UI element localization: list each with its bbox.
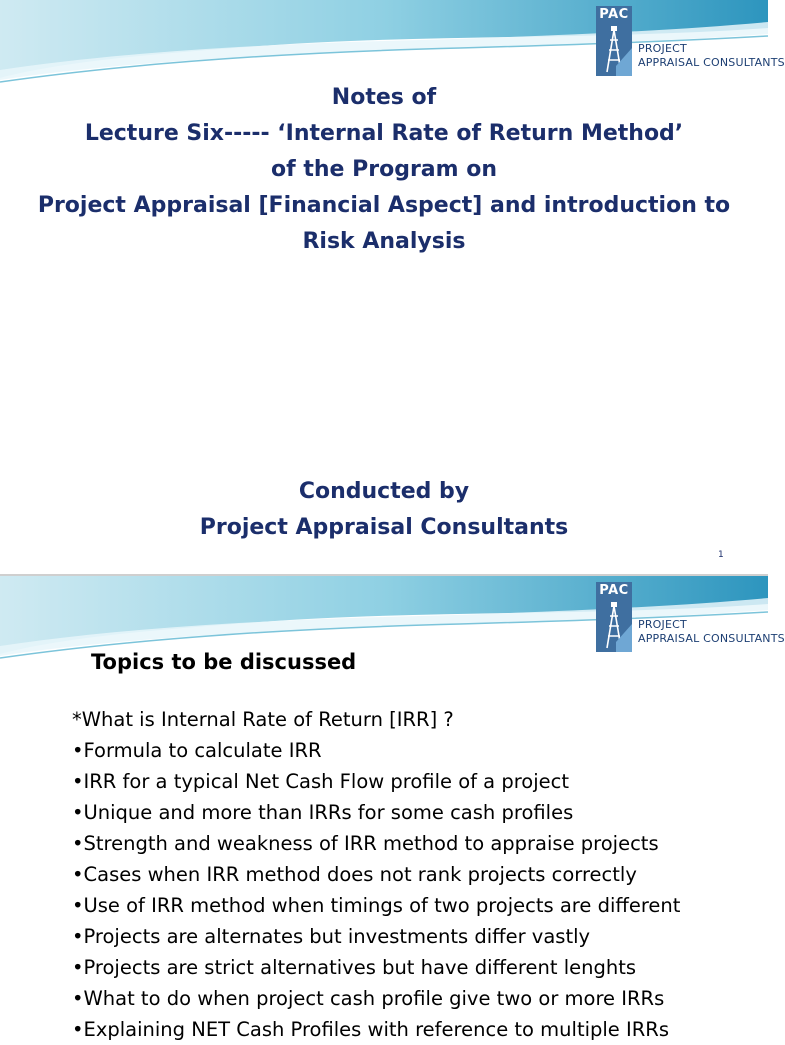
slide-number: 1 <box>718 550 724 560</box>
logo-abbreviation: PAC <box>599 583 629 598</box>
pac-logo <box>596 582 785 656</box>
conducted-line: Project Appraisal Consultants <box>199 515 569 540</box>
logo-emblem <box>596 582 632 652</box>
list-item: •Formula to calculate IRR <box>72 739 322 762</box>
logo-wordmark <box>638 42 785 70</box>
tower-icon <box>596 582 632 652</box>
conducted-line: Conducted by <box>298 479 470 504</box>
conducted-by <box>0 474 768 546</box>
topics-heading: Topics to be discussed <box>91 650 357 674</box>
logo-line-2: APPRAISAL CONSULTANTS <box>638 632 785 645</box>
lecture-title <box>0 80 768 260</box>
logo-emblem <box>596 6 632 76</box>
slide-2 <box>0 576 785 1041</box>
list-item: •Cases when IRR method does not rank projects correctly <box>72 863 637 886</box>
logo-wordmark <box>638 618 785 646</box>
topics-list <box>72 704 680 1045</box>
list-item: *What is Internal Rate of Return [IRR] ? <box>72 708 454 731</box>
logo-line-1: PROJECT <box>638 618 687 631</box>
title-line: of the Program on <box>271 157 497 182</box>
list-item: •Projects are strict alternatives but have different lenghts <box>72 956 637 979</box>
title-line: Notes of <box>331 85 437 110</box>
list-item: •Unique and more than IRRs for some cash profiles <box>72 801 574 824</box>
list-item: •Explaining NET Cash Profiles with reference to multiple IRRs <box>72 1018 670 1041</box>
list-item: •Strength and weakness of IRR method to appraise projects <box>72 832 659 855</box>
logo-line-1: PROJECT <box>638 42 687 55</box>
tower-icon <box>596 6 632 76</box>
title-line: Lecture Six----- ‘Internal Rate of Return Method’ <box>84 121 684 146</box>
logo-abbreviation: PAC <box>599 7 629 22</box>
list-item: •IRR for a typical Net Cash Flow profile of a project <box>72 770 570 793</box>
list-item: •What to do when project cash profile give two or more IRRs <box>72 987 665 1010</box>
list-item: •Use of IRR method when timings of two projects are different <box>72 894 681 917</box>
title-line: Project Appraisal [Financial Aspect] and introduction to <box>37 193 731 218</box>
list-item: •Projects are alternates but investments differ vastly <box>72 925 591 948</box>
pac-logo <box>596 6 785 80</box>
title-line: Risk Analysis <box>302 229 466 254</box>
logo-line-2: APPRAISAL CONSULTANTS <box>638 56 785 69</box>
